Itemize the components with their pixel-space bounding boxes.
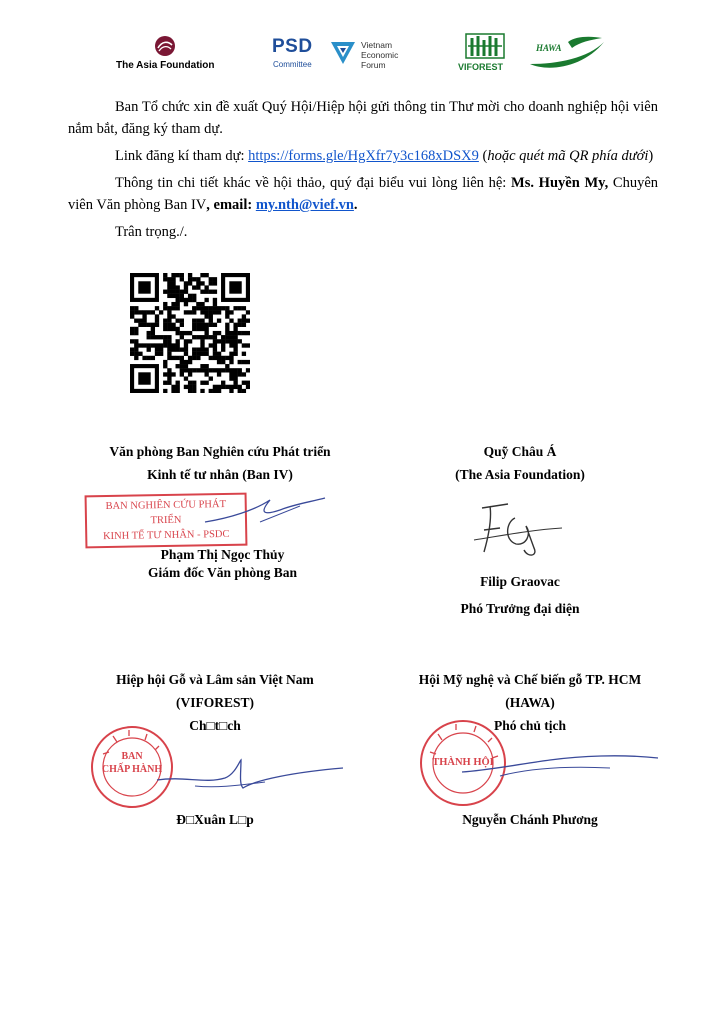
ban-iv-signature-scribble xyxy=(200,492,330,532)
registration-qr-code[interactable] xyxy=(130,273,250,393)
paragraph-closing: Trân trọng./. xyxy=(115,224,188,240)
viforest-stamp-line1: BAN xyxy=(121,751,143,762)
contact-email-label: , email: xyxy=(206,197,256,213)
hawa-stamp-center: THÀNH HỘI xyxy=(432,757,494,768)
hawa-signer-name: Nguyễn Chánh Phương xyxy=(462,812,598,827)
asia-foundation-logo xyxy=(110,30,222,74)
psd-logo xyxy=(272,36,322,76)
ban-iv-signer-title: Giám đốc Văn phòng Ban xyxy=(147,565,298,580)
paragraph-registration-link: Link đăng kí tham dự: https://forms.gle/HgXfr7y3c168xDSX9 (hoặc quét mã QR phía dưới) xyxy=(115,148,654,164)
taf-signer-name: Filip Graovac xyxy=(480,574,560,589)
ban-iv-stamp-line2: KINH TẾ TƯ NHÂN - PSDC xyxy=(102,528,230,543)
taf-signer-title: Phó Trưởng đại diện xyxy=(460,601,580,616)
registration-prefix: Link đăng kí tham dự: xyxy=(115,148,249,164)
ban-iv-org-line2: Kinh tế tư nhân (Ban IV) xyxy=(147,467,293,482)
viforest-org-line1: Hiệp hội Gỗ và Lâm sản Việt Nam xyxy=(116,672,314,687)
psd-committee-label: Committee xyxy=(273,60,312,69)
contact-email: my.nth@vief.vn xyxy=(255,197,354,213)
asia-foundation-emblem-icon xyxy=(154,35,176,57)
viforest-signature-scribble xyxy=(155,758,345,798)
paragraph-request: Ban Tổ chức xin đề xuất Quý Hội/Hiệp hội gửi thông tin Thư mời cho doanh nghiệp hội viên nắm bắt, đăng ký tham dự. xyxy=(68,99,658,137)
psd-wordmark: PSD xyxy=(272,36,313,57)
logo-bar xyxy=(0,30,725,80)
hawa-signer-title: Phó chủ tịch xyxy=(493,718,566,733)
vef-chevron-icon xyxy=(330,40,356,66)
vef-line1: Vietnam xyxy=(361,40,393,50)
viforest-stamp-line2: CHẤP HÀNH xyxy=(101,764,163,775)
viforest-wordmark: VIFOREST xyxy=(458,62,504,72)
hawa-signature-scribble xyxy=(460,746,660,786)
signature-block-hawa xyxy=(400,668,660,838)
viforest-logo xyxy=(456,32,516,76)
ban-iv-org-line1: Văn phòng Ban Nghiên cứu Phát triển xyxy=(109,444,331,459)
signature-block-ban-iv xyxy=(90,440,350,590)
hawa-logo xyxy=(528,34,606,74)
contact-position: Chuyên viên Văn phòng Ban IV xyxy=(68,175,659,213)
vef-line3: Forum xyxy=(361,60,386,70)
viforest-tree-icon xyxy=(464,32,506,60)
contact-name: Ms. Huyền My, xyxy=(511,175,609,191)
viforest-org-line2: (VIFOREST) xyxy=(175,695,254,710)
paragraph-contact: Thông tin chi tiết khác về hội thảo, quý đại biểu vui lòng liên hệ: Ms. Huyền My, Chuyên viên Văn phòng Ban IV, email: my.nth@vief.vn. xyxy=(68,175,659,213)
viforest-signer-title: Ch□t□ch xyxy=(189,718,241,733)
qr-hint: hoặc quét mã QR phía dưới xyxy=(487,148,649,164)
asia-foundation-caption: The Asia Foundation xyxy=(116,60,215,71)
ban-iv-signer-name: Phạm Thị Ngọc Thủy xyxy=(160,547,285,562)
hawa-org-line2: (HAWA) xyxy=(505,695,555,710)
ban-iv-stamp-line1: BAN NGHIÊN CỨU PHÁT TRIỂN xyxy=(105,498,227,527)
signature-block-viforest xyxy=(95,668,335,838)
registration-link[interactable]: https://forms.gle/HgXfr7y3c168xDSX9 xyxy=(248,148,479,164)
taf-org-line2: (The Asia Foundation) xyxy=(455,467,585,482)
letter-body xyxy=(68,96,658,243)
vef-line2: Economic xyxy=(361,50,399,60)
contact-prefix: Thông tin chi tiết khác về hội thảo, quý đại biểu vui lòng liên hệ: xyxy=(115,175,512,191)
signature-block-asia-foundation xyxy=(420,440,620,630)
contact-email-link[interactable] xyxy=(256,197,354,213)
hawa-wordmark: HAWA xyxy=(536,43,562,53)
hawa-org-line1: Hội Mỹ nghệ và Chế biến gỗ TP. HCM xyxy=(418,672,642,687)
vef-text-block xyxy=(361,40,398,70)
vef-logo xyxy=(330,36,410,76)
taf-org-line1: Quỹ Châu Á xyxy=(483,444,557,459)
taf-signature-scribble xyxy=(470,500,570,560)
viforest-signer-name: Đ□Xuân L□p xyxy=(176,812,254,827)
hawa-swoosh-icon xyxy=(528,34,606,74)
